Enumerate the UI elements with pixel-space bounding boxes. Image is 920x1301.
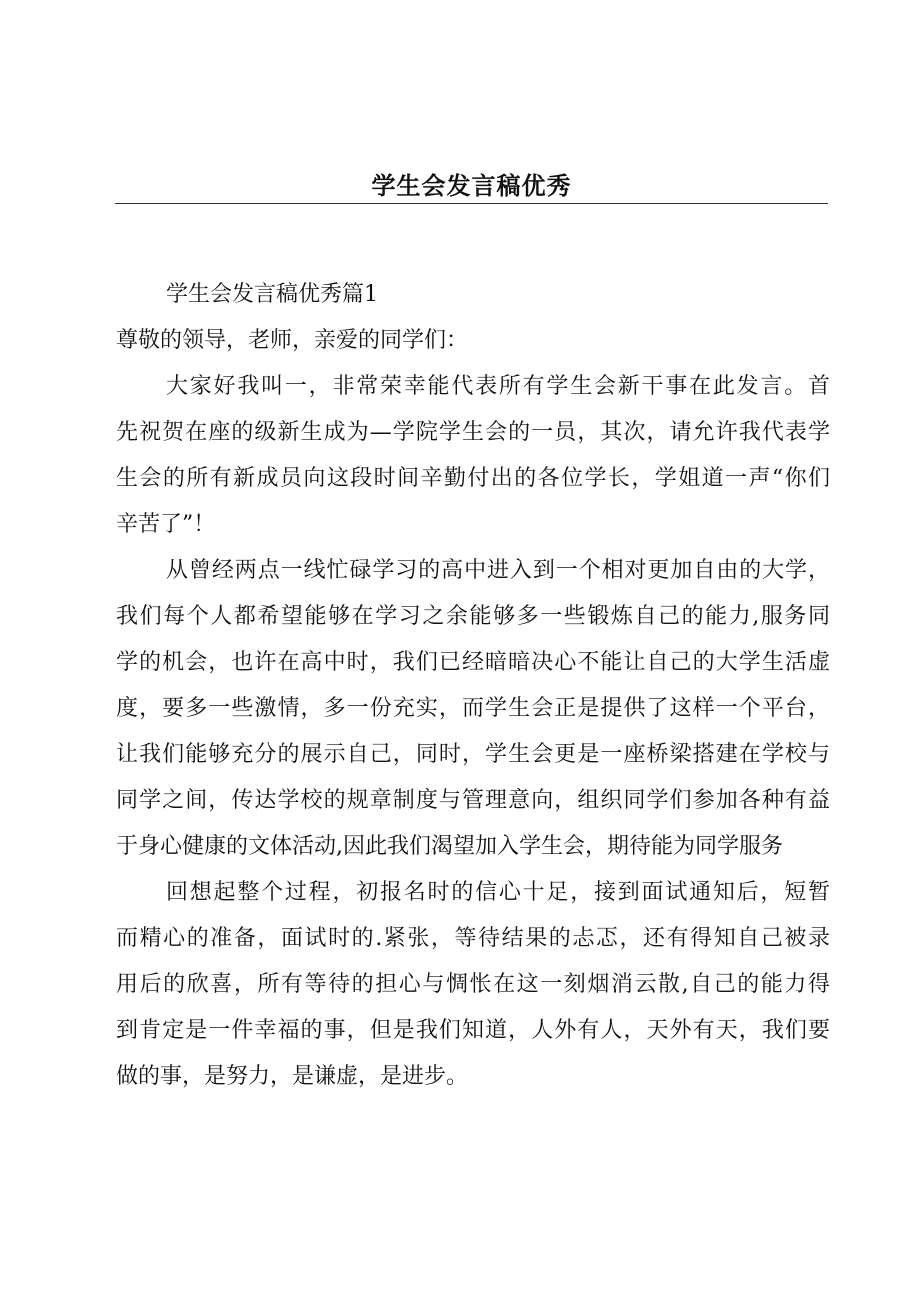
section-heading: 学生会发言稿优秀篇1 xyxy=(166,282,378,307)
body-text-line: 学的机会，也许在高中时，我们已经暗暗决心不能让自己的大学生活虚 xyxy=(116,650,830,675)
body-text-line: 做的事，是努力，是谦虚，是进步。 xyxy=(116,1064,469,1089)
body-text-line: 我们每个人都希望能够在学习之余能够多一些锻炼自己的能力,服务同 xyxy=(116,604,830,629)
body-text-line: 生会的所有新成员向这段时间辛勤付出的各位学长，学姐道一声“你们 xyxy=(116,466,830,491)
salutation: 尊敬的领导，老师，亲爱的同学们： xyxy=(116,328,469,353)
body-text-line: 到肯定是一件幸福的事，但是我们知道，人外有人，天外有天，我们要 xyxy=(116,1018,830,1043)
body-text-line: 辛苦了”！ xyxy=(116,512,216,537)
title-underline xyxy=(115,203,828,204)
document-body xyxy=(116,272,830,1100)
body-text-line: 大家好我叫一，非常荣幸能代表所有学生会新干事在此发言。首 xyxy=(166,374,830,399)
body-text-line: 而精心的准备，面试时的.紧张，等待结果的忐忑，还有得知自己被录 xyxy=(116,926,830,951)
body-text-line: 先祝贺在座的级新生成为—学院学生会的一员，其次，请允许我代表学 xyxy=(116,420,830,445)
body-text-line: 于身心健康的文体活动,因此我们渴望加入学生会，期待能为同学服务 xyxy=(116,834,783,859)
body-text-line: 用后的欣喜，所有等待的担心与惆怅在这一刻烟消云散,自己的能力得 xyxy=(116,972,830,997)
document-title: 学生会发言稿优秀 xyxy=(371,172,572,200)
body-text-line: 从曾经两点一线忙碌学习的高中进入到一个相对更加自由的大学， xyxy=(166,558,830,583)
body-text-line: 同学之间，传达学校的规章制度与管理意向，组织同学们参加各种有益 xyxy=(116,788,830,813)
body-text-line: 让我们能够充分的展示自己，同时，学生会更是一座桥梁搭建在学校与 xyxy=(116,742,830,767)
body-text-line: 度，要多一些激情，多一份充实，而学生会正是提供了这样一个平台， xyxy=(116,696,830,721)
body-text-line: 回想起整个过程，初报名时的信心十足，接到面试通知后，短暂 xyxy=(166,880,830,905)
